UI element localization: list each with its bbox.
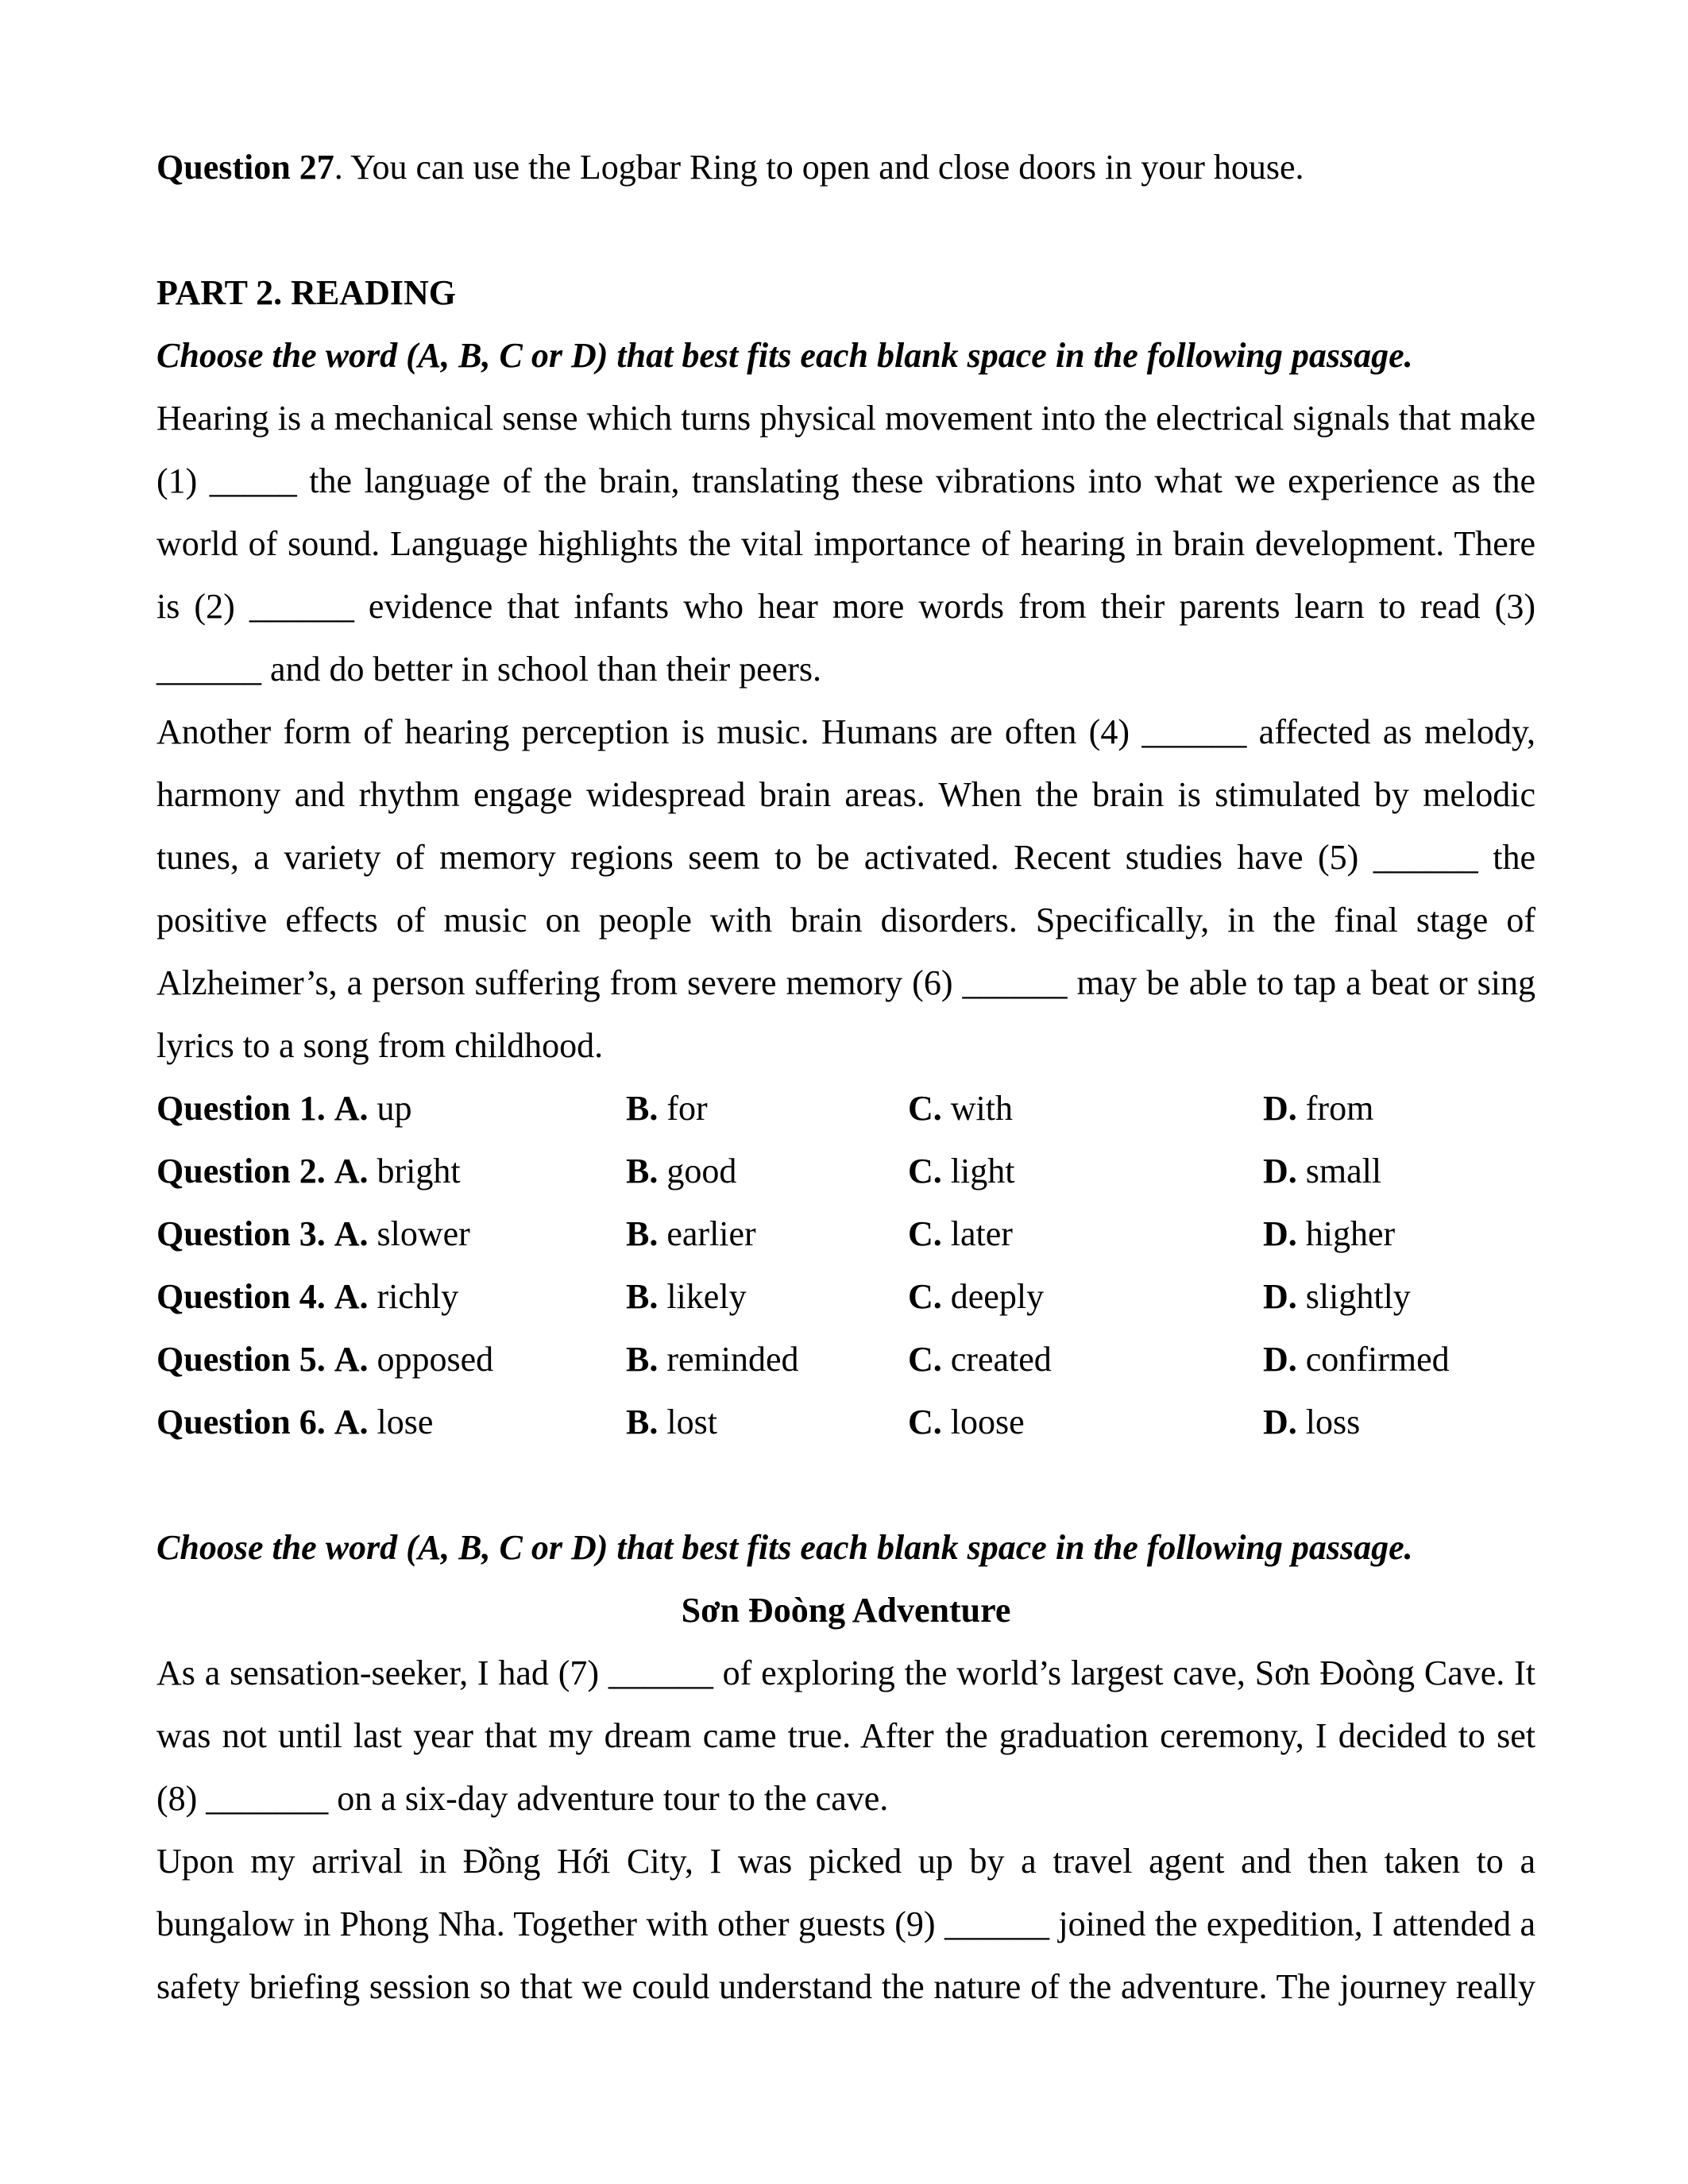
option-text-a: up xyxy=(377,1089,412,1128)
question-4-option-d xyxy=(1263,1265,1411,1328)
question-3-label: Question 3. xyxy=(156,1214,326,1253)
question-2-option-c xyxy=(908,1140,1014,1202)
option-text-a: opposed xyxy=(377,1340,494,1379)
option-text-b: for xyxy=(666,1089,708,1128)
option-letter-d: D. xyxy=(1263,1089,1297,1128)
passage2-paragraph-1: As a sensation-seeker, I had (7) ______ of exploring the world’s largest cave, Sơn Đoòng Cave. It was not until last year that my dream came true. After the graduation ceremony, I decided to set (8) _______ on a six-day adventure tour to the cave. xyxy=(156,1653,1535,1818)
option-text-c: light xyxy=(950,1152,1015,1190)
option-letter-b: B. xyxy=(626,1277,659,1316)
option-letter-d: D. xyxy=(1263,1277,1297,1316)
question-4-option-a xyxy=(156,1265,458,1328)
question-1-label: Question 1. xyxy=(156,1089,326,1128)
question-2-option-b xyxy=(626,1140,736,1202)
question-6-label: Question 6. xyxy=(156,1403,326,1441)
instruction-passage-1: Choose the word (A, B, C or D) that best fits each blank space in the following passage. xyxy=(156,336,1413,375)
option-letter-b: B. xyxy=(626,1152,659,1190)
option-letter-b: B. xyxy=(626,1214,659,1253)
question-row-6 xyxy=(156,1391,1535,1453)
option-letter-c: C. xyxy=(908,1277,942,1316)
option-text-d: confirmed xyxy=(1305,1340,1450,1379)
option-letter-d: D. xyxy=(1263,1152,1297,1190)
question-row-4 xyxy=(156,1265,1535,1328)
question-6-option-d xyxy=(1263,1391,1360,1453)
option-text-c: with xyxy=(950,1089,1014,1128)
question-row-2 xyxy=(156,1140,1535,1202)
option-letter-b: B. xyxy=(626,1089,659,1128)
option-text-b: good xyxy=(666,1152,737,1190)
question-1-option-d xyxy=(1263,1077,1373,1140)
option-text-c: deeply xyxy=(950,1277,1045,1316)
option-text-a: bright xyxy=(377,1152,461,1190)
question-row-5 xyxy=(156,1328,1535,1391)
question-3-option-a xyxy=(156,1202,470,1265)
question-4-label: Question 4. xyxy=(156,1277,326,1316)
question-2-option-a xyxy=(156,1140,461,1202)
question-27-text: . You can use the Logbar Ring to open and close doors in your house. xyxy=(334,148,1304,187)
question-5-option-a xyxy=(156,1328,493,1391)
option-letter-a: A. xyxy=(334,1152,369,1190)
option-letter-c: C. xyxy=(908,1214,942,1253)
option-letter-d: D. xyxy=(1263,1403,1297,1441)
document-content xyxy=(156,136,1535,2018)
option-letter-a: A. xyxy=(334,1403,369,1441)
blank-line xyxy=(156,199,1535,261)
option-letter-a: A. xyxy=(334,1089,369,1128)
option-letter-a: A. xyxy=(334,1214,369,1253)
option-text-d: higher xyxy=(1305,1214,1396,1253)
option-letter-a: A. xyxy=(334,1340,369,1379)
option-text-c: later xyxy=(950,1214,1013,1253)
option-text-d: slightly xyxy=(1305,1277,1411,1316)
option-letter-d: D. xyxy=(1263,1340,1297,1379)
question-6-option-b xyxy=(626,1391,717,1453)
option-text-b: likely xyxy=(666,1277,747,1316)
passage1-paragraph-1: Hearing is a mechanical sense which turns physical movement into the electrical signals that make (1) _____ the language of the brain, translating these vibrations into what we experience as the world of sound. Language highlights the vital importance of hearing in brain development. There is (2) ______ evidence that infants who hear more words from their parents learn to read (3) ______ and do better in school than their peers. xyxy=(156,399,1535,689)
question-row-1 xyxy=(156,1077,1535,1140)
option-letter-b: B. xyxy=(626,1403,659,1441)
passage2-title: Sơn Đoòng Adventure xyxy=(681,1591,1011,1630)
question-3-option-b xyxy=(626,1202,756,1265)
option-text-c: created xyxy=(950,1340,1052,1379)
option-letter-c: C. xyxy=(908,1340,942,1379)
question-4-option-b xyxy=(626,1265,747,1328)
option-letter-c: C. xyxy=(908,1403,942,1441)
question-27-label: Question 27 xyxy=(156,148,334,187)
option-text-a: slower xyxy=(377,1214,470,1253)
question-2-label: Question 2. xyxy=(156,1152,326,1190)
question-1-option-a xyxy=(156,1077,411,1140)
question-6-option-a xyxy=(156,1391,433,1453)
passage2-paragraph-2: Upon my arrival in Đồng Hới City, I was picked up by a travel agent and then taken to a bungalow in Phong Nha. Together with other guests (9) ______ joined the expedition, I attended a safety briefing session so that we could understand the nature of the adventure. The journey really xyxy=(156,1842,1535,2006)
option-text-a: richly xyxy=(377,1277,459,1316)
question-row-3 xyxy=(156,1202,1535,1265)
option-text-b: reminded xyxy=(666,1340,799,1379)
question-5-option-d xyxy=(1263,1328,1450,1391)
option-letter-c: C. xyxy=(908,1089,942,1128)
passage1-paragraph-2: Another form of hearing perception is music. Humans are often (4) ______ affected as melody, harmony and rhythm engage widespread brain areas. When the brain is stimulated by melodic tunes, a variety of memory regions seem to be activated. Recent studies have (5) ______ the positive effects of music on people with brain disorders. Specifically, in the final stage of Alzheimer’s, a person suffering from severe memory (6) ______ may be able to tap a beat or sing lyrics to a song from childhood. xyxy=(156,712,1535,1065)
option-text-a: lose xyxy=(377,1403,434,1441)
question-2-option-d xyxy=(1263,1140,1381,1202)
question-1-option-c xyxy=(908,1077,1013,1140)
question-27-line xyxy=(156,136,1535,199)
question-5-option-c xyxy=(908,1328,1052,1391)
option-letter-b: B. xyxy=(626,1340,659,1379)
option-text-d: small xyxy=(1305,1152,1382,1190)
instruction-passage-2: Choose the word (A, B, C or D) that best fits each blank space in the following passage. xyxy=(156,1528,1413,1567)
question-3-option-c xyxy=(908,1202,1013,1265)
option-letter-c: C. xyxy=(908,1152,942,1190)
option-text-d: from xyxy=(1305,1089,1374,1128)
option-text-c: loose xyxy=(950,1403,1025,1441)
question-5-option-b xyxy=(626,1328,799,1391)
question-4-option-c xyxy=(908,1265,1044,1328)
option-text-d: loss xyxy=(1305,1403,1361,1441)
part2-heading: PART 2. READING xyxy=(156,273,456,312)
option-text-b: earlier xyxy=(666,1214,756,1253)
question-3-option-d xyxy=(1263,1202,1395,1265)
question-5-label: Question 5. xyxy=(156,1340,326,1379)
blank-line xyxy=(156,1453,1535,1516)
question-1-option-b xyxy=(626,1077,708,1140)
option-letter-d: D. xyxy=(1263,1214,1297,1253)
option-letter-a: A. xyxy=(334,1277,369,1316)
question-6-option-c xyxy=(908,1391,1025,1453)
option-text-b: lost xyxy=(666,1403,717,1441)
